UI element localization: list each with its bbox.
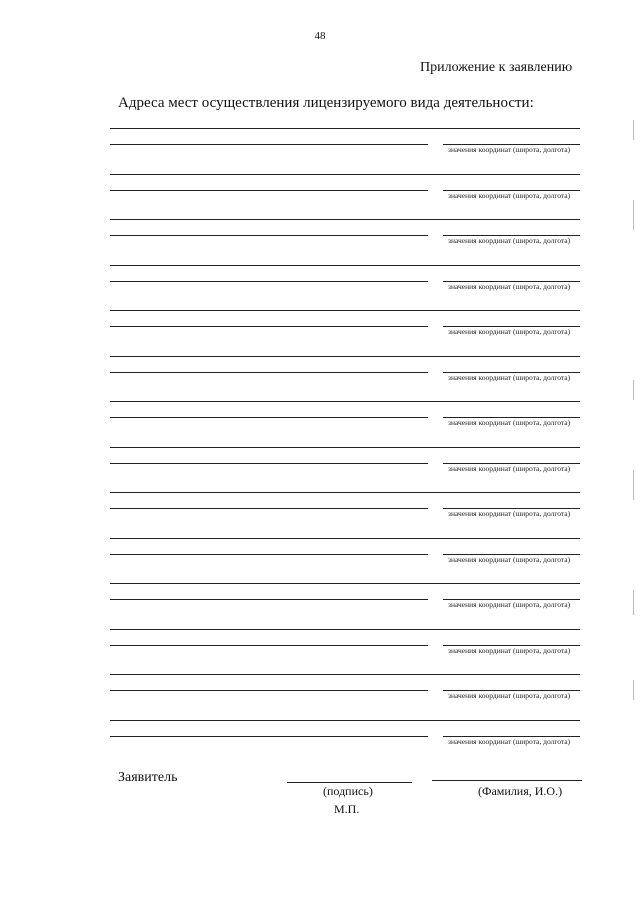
address-line[interactable] [110, 281, 428, 282]
address-line[interactable] [110, 310, 580, 311]
coordinates-caption: значения координат (широта, долгота) [448, 327, 571, 336]
address-line[interactable] [110, 401, 580, 402]
address-line[interactable] [110, 144, 428, 145]
address-line[interactable] [110, 128, 580, 129]
address-line[interactable] [110, 720, 580, 721]
coordinates-caption: значения координат (широта, долгота) [448, 600, 571, 609]
address-line[interactable] [110, 690, 428, 691]
address-line[interactable] [110, 356, 580, 357]
edge-mark [633, 590, 634, 615]
edge-mark [633, 680, 634, 700]
coordinates-caption: значения координат (широта, долгота) [448, 145, 571, 154]
address-line[interactable] [110, 629, 580, 630]
coordinates-caption: значения координат (широта, долгота) [448, 645, 571, 655]
coordinates-caption: значения координат (широта, долгота) [448, 691, 571, 700]
coordinates-caption: значения координат (широта, долгота) [448, 418, 571, 427]
address-line[interactable] [110, 583, 580, 584]
address-line[interactable] [110, 463, 428, 464]
address-line[interactable] [110, 674, 580, 675]
address-line[interactable] [110, 554, 428, 555]
address-line[interactable] [110, 326, 428, 327]
address-line[interactable] [110, 190, 428, 191]
coordinates-caption: значения координат (широта, долгота) [448, 190, 571, 200]
page-number: 48 [314, 30, 326, 42]
address-line[interactable] [110, 736, 428, 737]
address-line[interactable] [110, 538, 580, 539]
coordinates-caption: значения координат (широта, долгота) [448, 372, 571, 382]
address-line[interactable] [110, 265, 580, 266]
address-line[interactable] [110, 219, 580, 220]
coordinates-caption: значения координат (широта, долгота) [448, 463, 571, 473]
address-line[interactable] [110, 447, 580, 448]
name-line [432, 780, 582, 781]
address-line[interactable] [110, 235, 428, 236]
appendix-title: Приложение к заявлению [420, 60, 573, 75]
coordinates-caption: значения координат (широта, долгота) [448, 736, 571, 746]
section-title: Адреса мест осуществления лицензируемого вида деятельности: [118, 95, 534, 111]
address-line[interactable] [110, 508, 428, 509]
address-line[interactable] [110, 492, 580, 493]
address-line[interactable] [110, 417, 428, 418]
coordinates-caption: значения координат (широта, долгота) [448, 509, 571, 518]
stamp-label: М.П. [334, 802, 360, 816]
edge-mark [633, 200, 634, 230]
coordinates-caption: значения координат (широта, долгота) [448, 554, 571, 564]
coordinates-caption: значения координат (широта, долгота) [448, 236, 571, 245]
address-line[interactable] [110, 174, 580, 175]
address-line[interactable] [110, 599, 428, 600]
signature-line [287, 782, 412, 783]
coordinates-caption: значения координат (широта, долгота) [448, 281, 571, 291]
name-caption: (Фамилия, И.О.) [478, 784, 563, 798]
signature-caption: (подпись) [323, 784, 373, 798]
address-line[interactable] [110, 372, 428, 373]
edge-mark [633, 120, 634, 140]
applicant-label: Заявитель [118, 770, 178, 785]
edge-mark [633, 380, 634, 400]
edge-mark [633, 470, 634, 500]
address-line[interactable] [110, 645, 428, 646]
